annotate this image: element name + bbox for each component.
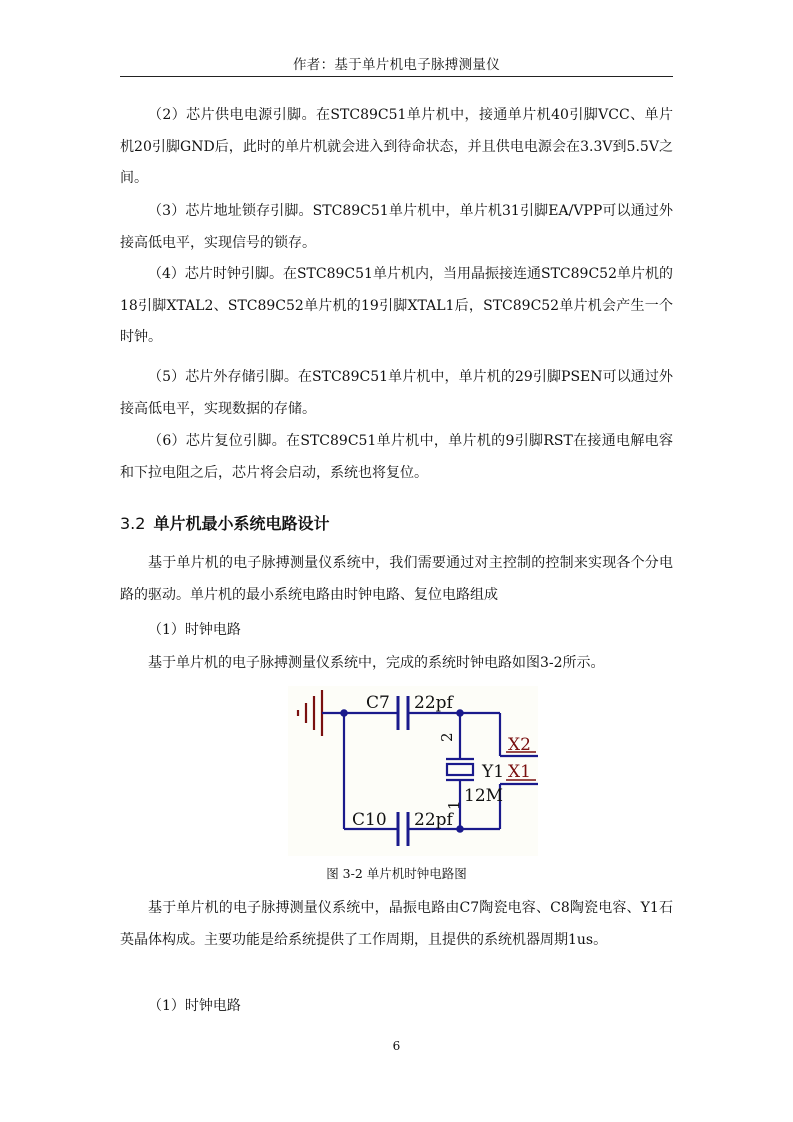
junction-dot	[456, 825, 464, 833]
paragraph-power-pin: （2）芯片供电电源引脚。在STC89C51单片机中，接通单片机40引脚VCC、单片机20引脚GND后，此时的单片机就会进入到待命状态，并且供电电源会在3.3V到5.5V之间。	[120, 107, 673, 186]
capacitor-c7-icon	[398, 696, 408, 730]
junction-dot	[456, 709, 464, 717]
paragraph-address-latch-pin: （3）芯片地址锁存引脚。STC89C51单片机中，单片机31引脚EA/VPP可以通过外接高低电平，实现信号的锁存。	[120, 203, 673, 251]
capacitor-c10-icon	[398, 812, 408, 846]
clock-circuit-figure	[288, 686, 538, 856]
header-divider	[120, 76, 673, 77]
crystal-pin-2: 2	[438, 732, 456, 742]
paragraph-clock-pin: （4）芯片时钟引脚。在STC89C51单片机内，当用晶振接连通STC89C52单片机的18引脚XTAL2、STC89C52单片机的19引脚XTAL1后，STC89C52单片机会产生一个时钟。	[120, 266, 673, 345]
ground-symbol-icon	[298, 690, 322, 736]
paragraph-reset-pin: （6）芯片复位引脚。在STC89C51单片机中，单片机的9引脚RST在接通电解电容和下拉电阻之后，芯片将会启动，系统也将复位。	[120, 433, 673, 481]
section-heading	[120, 511, 329, 534]
crystal-pin-1: 1	[445, 800, 463, 810]
paragraph-clock-subheading: （1）时钟电路	[148, 622, 241, 638]
paragraph-storage-pin: （5）芯片外存储引脚。在STC89C51单片机中，单片机的29引脚PSEN可以通过外接高低电平，实现数据的存储。	[120, 369, 673, 417]
clock-circuit-diagram	[288, 686, 538, 856]
header-title: 作者：基于单片机电子脉搏测量仪	[293, 57, 500, 73]
paragraph-clock-subheading-2: （1）时钟电路	[148, 998, 241, 1014]
c10-value: 22pf	[414, 810, 453, 830]
c7-value: 22pf	[414, 693, 453, 713]
crystal-value: 12M	[464, 786, 504, 806]
crystal-label: Y1	[482, 762, 505, 782]
page-number: 6	[392, 1039, 401, 1053]
c7-label: C7	[366, 693, 390, 713]
paragraph-figure-reference: 基于单片机的电子脉搏测量仪系统中，完成的系统时钟电路如图3-2所示。	[148, 655, 605, 671]
junction-dot	[340, 709, 348, 717]
section-number: 3.2	[120, 514, 146, 533]
net-label-x1: X1	[508, 762, 531, 782]
net-label-x2: X2	[508, 735, 531, 755]
crystal-y1-icon	[446, 759, 474, 780]
section-title: 单片机最小系统电路设计	[153, 514, 330, 533]
c10-label: C10	[352, 810, 387, 830]
paragraph-crystal-circuit: 基于单片机的电子脉搏测量仪系统中，晶振电路由C7陶瓷电容、C8陶瓷电容、Y1石英晶体构成。主要功能是给系统提供了工作周期，且提供的系统机器周期1us。	[120, 900, 673, 948]
figure-caption: 图 3-2 单片机时钟电路图	[326, 866, 467, 881]
paragraph-min-system-intro: 基于单片机的电子脉搏测量仪系统中，我们需要通过对主控制的控制来实现各个分电路的驱动。单片机的最小系统电路由时钟电路、复位电路组成	[120, 555, 673, 603]
